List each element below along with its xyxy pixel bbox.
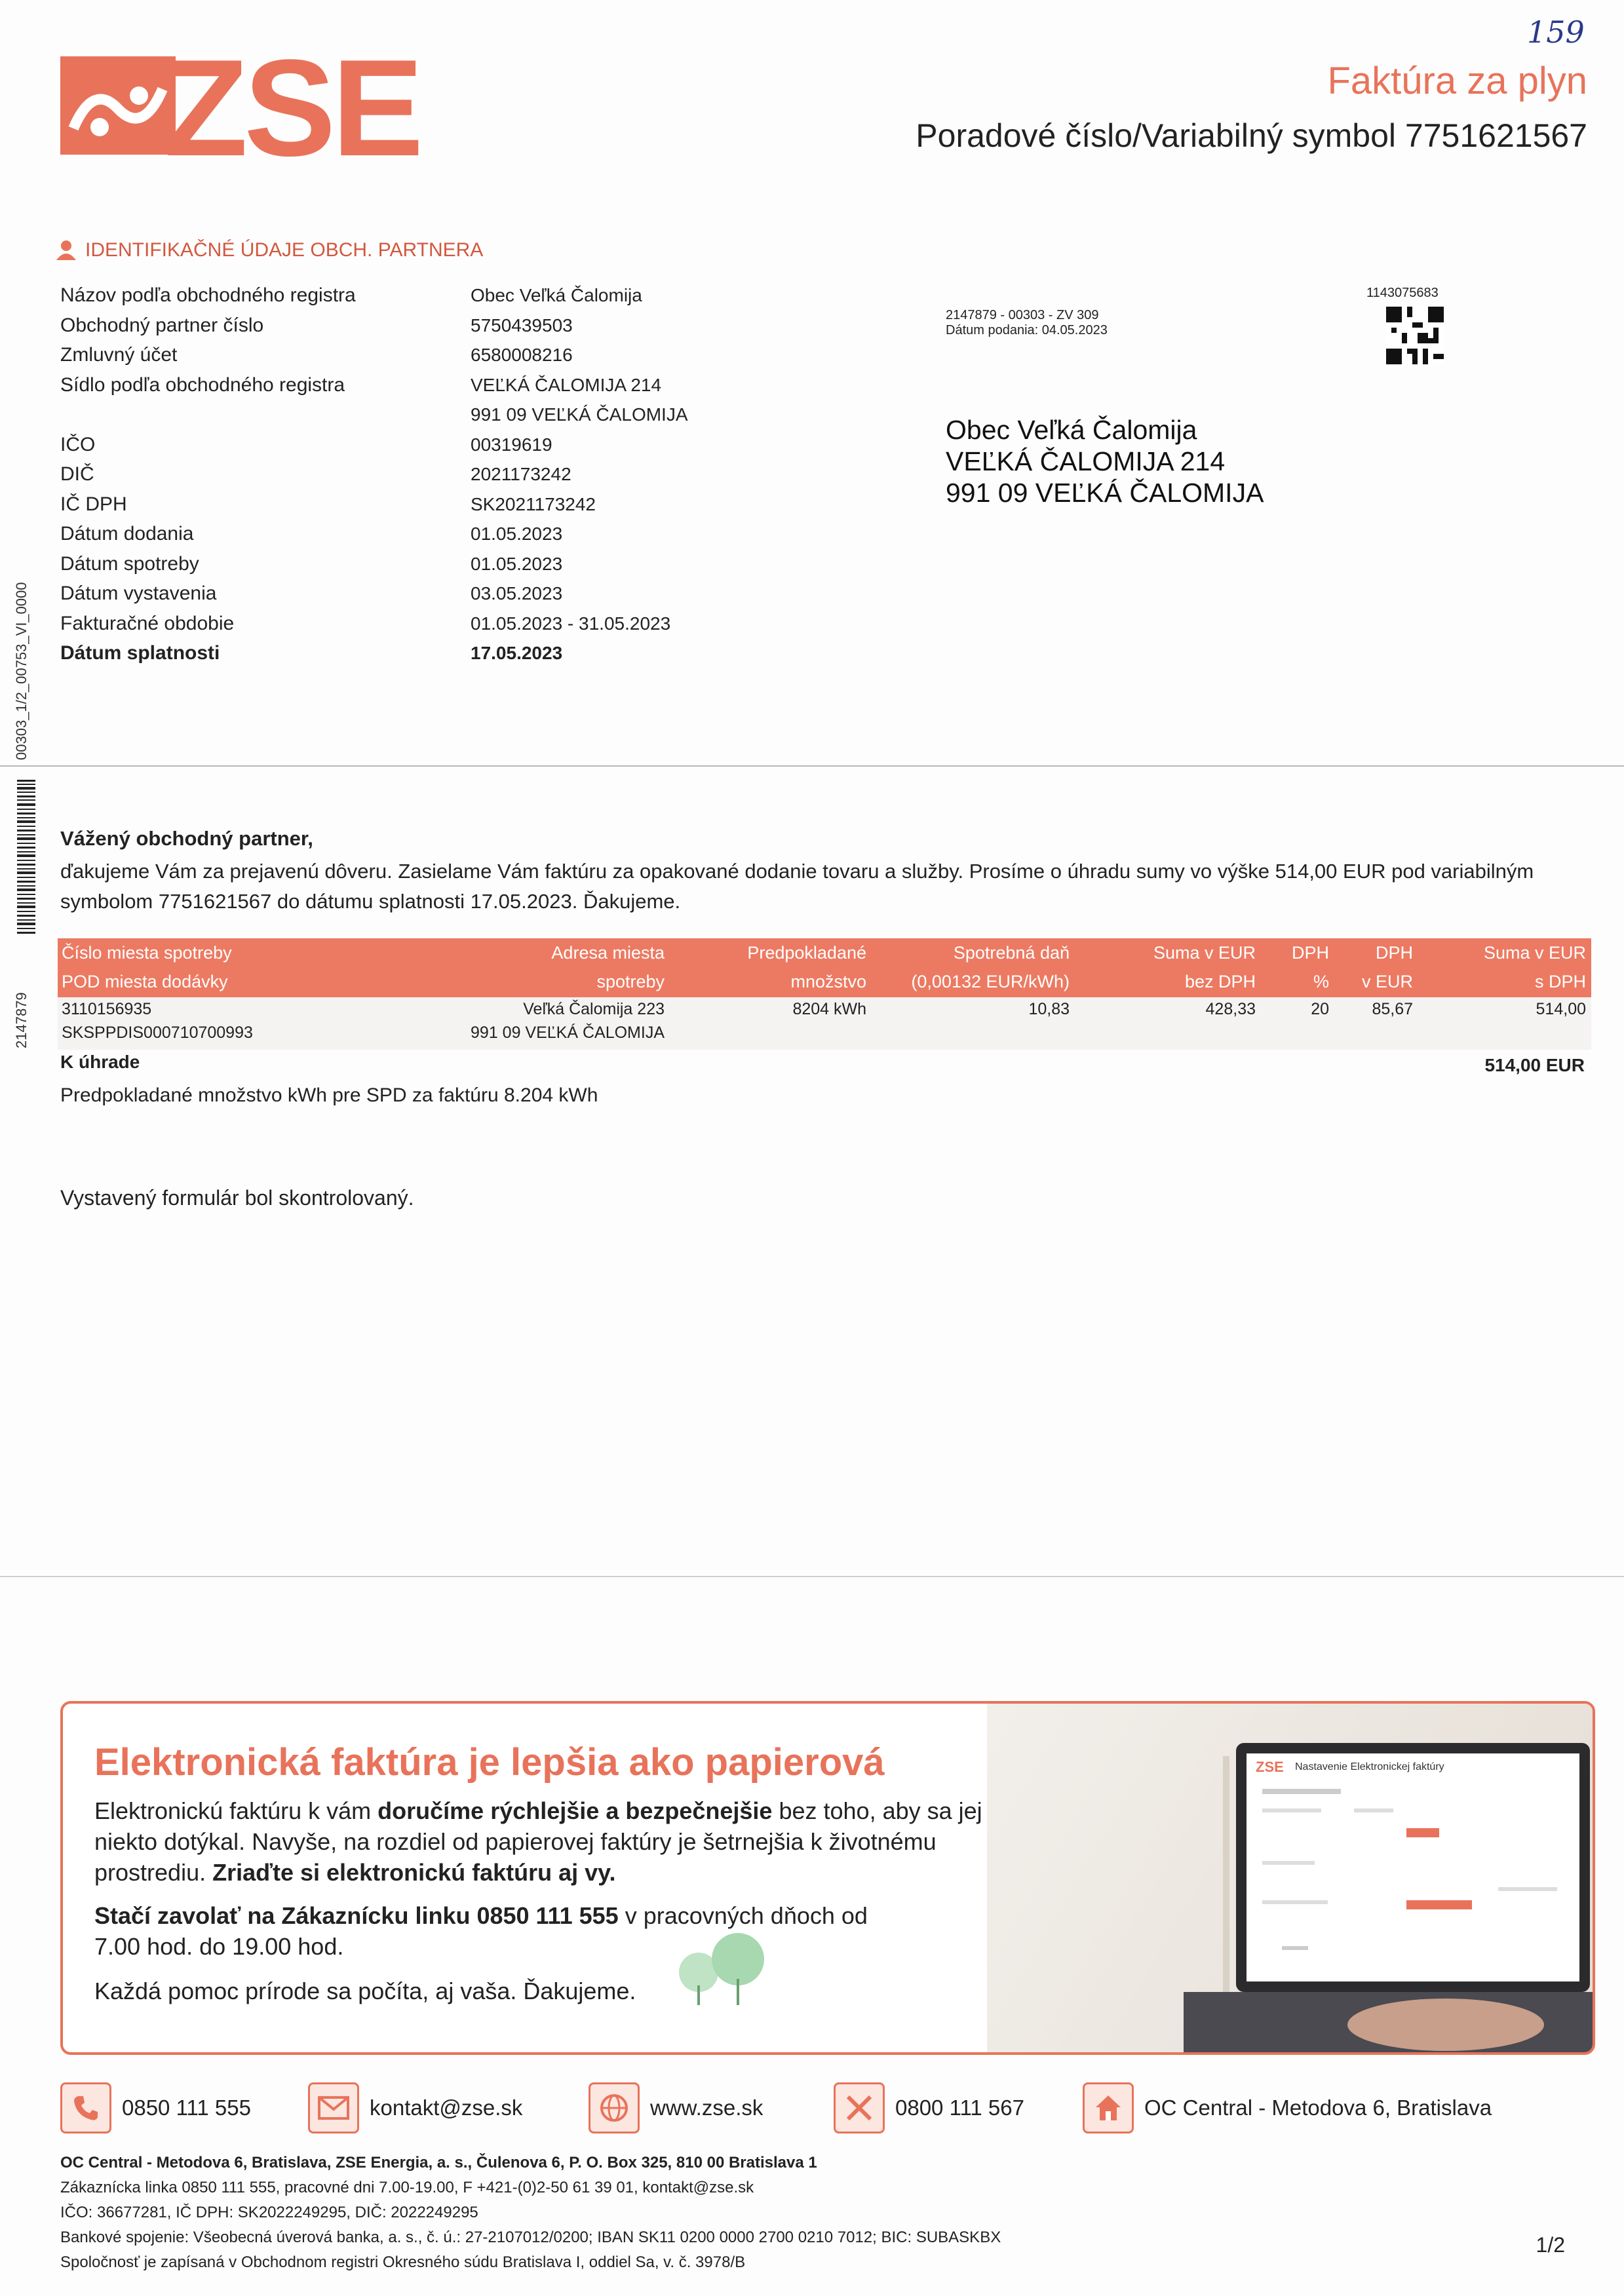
tools-icon [834, 2082, 885, 2133]
label-partner-number: Obchodný partner číslo [60, 314, 264, 336]
footer-line1: OC Central - Metodova 6, Bratislava, ZSE Energia, a. s., Čulenova 6, P. O. Box 325, 810 00 Bratislava 1 [60, 2154, 817, 2172]
th-vat-eur: DPH [1375, 943, 1413, 963]
value-due-date: 17.05.2023 [471, 643, 563, 663]
label-dic: DIČ [60, 463, 94, 485]
td-sum-gross: 514,00 [1536, 1000, 1586, 1018]
footer [60, 2151, 1240, 2275]
th-quantity: Predpokladané [747, 943, 866, 963]
home-icon [1083, 2082, 1134, 2133]
label-due-date: Dátum splatnosti [60, 642, 220, 664]
phone-icon [60, 2082, 111, 2133]
td-address: Veľká Čalomija 223 [523, 1000, 665, 1018]
postal-ref-line2: Dátum podania: 04.05.2023 [946, 323, 1108, 337]
contact-email-text: kontakt@zse.sk [370, 2095, 523, 2120]
label-consumption-date: Dátum spotreby [60, 552, 199, 575]
td-address2: 991 09 VEĽKÁ ČALOMIJA [471, 1024, 665, 1042]
th-sum-gross2: s DPH [1534, 972, 1586, 991]
fold-divider-2 [0, 1576, 1624, 1577]
promo-call-bold: Stačí zavolať na Zákaznícku linku 0850 111 555 [94, 1902, 619, 1929]
th-vat-pct: DPH [1291, 943, 1329, 963]
contact-fault-line[interactable] [834, 2082, 1024, 2133]
th-vat-eur2: v EUR [1361, 972, 1413, 991]
promo-closing: Každá pomoc prírode sa počíta, aj vaša. Ďakujeme. [94, 1978, 636, 2004]
td-pod-delivery: SKSPPDIS000710700993 [62, 1024, 253, 1042]
invoice-title: Faktúra za plyn [1327, 60, 1587, 102]
invoice-subtitle: Poradové číslo/Variabilný symbol 7751621567 [916, 117, 1587, 154]
footer-line3: IČO: 36677281, IČ DPH: SK2022249295, DIČ: 2022249295 [60, 2204, 478, 2221]
contact-office-text: OC Central - Metodova 6, Bratislava [1144, 2095, 1492, 2120]
logo-text: ZSE [164, 31, 420, 185]
promo-call-rest: v pracovných dňoch od 7.00 hod. do 19.00 hod. [94, 1902, 868, 1960]
value-delivery-date: 01.05.2023 [471, 524, 563, 544]
postal-ref-line1: 2147879 - 00303 - ZV 309 [946, 308, 1099, 322]
barcode-icon [16, 780, 37, 937]
value-consumption-date: 01.05.2023 [471, 553, 563, 574]
address-line3: 991 09 VEĽKÁ ČALOMIJA [946, 478, 1264, 508]
side-code-2: 2147879 [13, 992, 29, 1048]
address-line1: Obec Veľká Čalomija [946, 415, 1197, 445]
contact-phone-text: 0850 111 555 [122, 2095, 251, 2120]
td-sum-net: 428,33 [1205, 1000, 1256, 1018]
promo-title: Elektronická faktúra je lepšia ako papierová [94, 1741, 885, 1784]
value-billing-period: 01.05.2023 - 31.05.2023 [471, 613, 671, 634]
invoice-table-header [58, 938, 1591, 997]
th-excise: Spotrebná daň [953, 943, 1070, 963]
th-sum-gross: Suma v EUR [1483, 943, 1586, 963]
letter-body: ďakujeme Vám za prejavenú dôveru. Zasielame Vám faktúru za opakované dodanie tovaru a služby. Prosíme o úhradu sumy vo výške 514,00 EUR pod variabilným symbolom 7751621567 do dátumu splatnosti 17.05.2023. Ďakujeme. [60, 860, 1534, 913]
zse-logo-mark-icon [60, 56, 176, 155]
table-row [58, 997, 1591, 1050]
promo-call [94, 1900, 914, 1962]
identification-values [471, 280, 688, 668]
laptop-photo [987, 1704, 1593, 2052]
th-pod-delivery: POD miesta dodávky [62, 972, 228, 991]
th-sum-net2: bez DPH [1184, 972, 1256, 991]
side-code-1: 00303_1/2_00753_VI_0000 [13, 582, 29, 760]
th-address: Adresa miesta [551, 943, 665, 963]
value-seat: VEĽKÁ ČALOMIJA 214 [471, 374, 662, 395]
checked-note: Vystavený formulár bol skontrolovaný. [60, 1186, 414, 1210]
td-vat-eur: 85,67 [1372, 1000, 1413, 1018]
footer-line2: Zákaznícka linka 0850 111 555, pracovné dni 7.00-19.00, F +421-(0)2-50 61 39 01, kontakt@zse.sk [60, 2179, 754, 2196]
contact-web-text: www.zse.sk [650, 2095, 764, 2120]
promo-body-bold-2: Zriaďte si elektronickú faktúru aj vy. [212, 1859, 616, 1886]
th-vat-pct2: % [1313, 972, 1329, 991]
value-seat-line2: 991 09 VEĽKÁ ČALOMIJA [471, 404, 688, 425]
laptop-icon [987, 1704, 1593, 2052]
screen-title: Nastavenie Elektronickej faktúry [1295, 1761, 1444, 1772]
footer-line5: Spoločnosť je zapísaná v Obchodnom registri Okresného súdu Bratislava I, oddiel Sa, v. č. 3978/B [60, 2253, 746, 2271]
th-sum-net: Suma v EUR [1153, 943, 1256, 963]
value-issue-date: 03.05.2023 [471, 583, 563, 603]
address-line2: VEĽKÁ ČALOMIJA 214 [946, 446, 1226, 476]
letter-greeting: Vážený obchodný partner, [60, 827, 313, 850]
total-label: K úhrade [60, 1052, 140, 1072]
fold-divider [0, 765, 1624, 767]
label-issue-date: Dátum vystavenia [60, 583, 217, 604]
label-seat: Sídlo podľa obchodného registra [60, 373, 345, 396]
screen-logo: ZSE [1256, 1759, 1284, 1775]
e-invoice-promo [60, 1701, 1595, 2055]
th-pod-number: Číslo miesta spotreby [62, 943, 232, 963]
promo-body-bold-1: doručíme rýchlejšie a bezpečnejšie [377, 1797, 773, 1824]
contact-phone[interactable] [60, 2082, 251, 2133]
label-icdph: IČ DPH [60, 493, 127, 515]
handwritten-number: 159 [1527, 14, 1585, 50]
footer-line4: Bankové spojenie: Všeobecná úverová banka, a. s., č. ú.: 27-2107012/0200; IBAN SK11 0200 0000 2700 0210 7012; BIC: SUBASKBX [60, 2229, 1001, 2246]
label-name: Názov podľa obchodného registra [60, 284, 356, 306]
promo-body [94, 1795, 1012, 1888]
label-contract-account: Zmluvný účet [60, 344, 178, 366]
qr-number: 1143075683 [1366, 286, 1439, 300]
postal-reference [946, 308, 1108, 338]
td-excise: 10,83 [1028, 1000, 1070, 1018]
value-contract-account: 6580008216 [471, 345, 573, 365]
identification-heading-text: IDENTIFIKAČNÉ ÚDAJE OBCH. PARTNERA [85, 239, 484, 261]
th-quantity2: množstvo [790, 972, 866, 991]
promo-body-2: bez toho, aby sa jej niekto dotýkal. Navyše, na rozdiel od papierovej faktúry je šetrnejšia k životnému prostrediu. [94, 1797, 982, 1886]
contact-web[interactable] [589, 2082, 763, 2133]
trees-icon [666, 1926, 777, 2005]
contact-email[interactable] [308, 2082, 522, 2133]
value-ico: 00319619 [471, 434, 552, 455]
page-number: 1/2 [1536, 2233, 1565, 2257]
value-dic: 2021173242 [471, 464, 571, 484]
td-pod-number: 3110156935 [62, 1000, 152, 1018]
contact-fault-text: 0800 111 567 [895, 2095, 1024, 2120]
td-quantity: 8204 kWh [792, 1000, 866, 1018]
label-ico: IČO [60, 433, 96, 455]
contact-office[interactable] [1083, 2082, 1492, 2133]
th-excise2: (0,00132 EUR/kWh) [911, 972, 1070, 991]
recipient-address [946, 414, 1264, 508]
th-address2: spotreby [596, 972, 665, 991]
quantity-note: Predpokladané množstvo kWh pre SPD za faktúru 8.204 kWh [60, 1084, 598, 1106]
label-delivery-date: Dátum dodania [60, 523, 194, 545]
value-name: Obec Veľká Čalomija [471, 285, 642, 305]
value-partner-number: 5750439503 [471, 315, 573, 335]
qr-code-icon [1386, 307, 1444, 364]
label-billing-period: Fakturačné obdobie [60, 612, 235, 634]
value-icdph: SK2021173242 [471, 493, 596, 514]
promo-body-1: Elektronickú faktúru k vám [94, 1797, 378, 1824]
identification-heading [55, 239, 483, 261]
td-vat-pct: 20 [1311, 1000, 1329, 1018]
identification-labels [60, 280, 356, 668]
mail-icon [308, 2082, 359, 2133]
globe-icon [589, 2082, 640, 2133]
person-icon [55, 239, 77, 261]
total-value: 514,00 EUR [1484, 1055, 1585, 1075]
contact-bar [60, 2082, 1594, 2135]
